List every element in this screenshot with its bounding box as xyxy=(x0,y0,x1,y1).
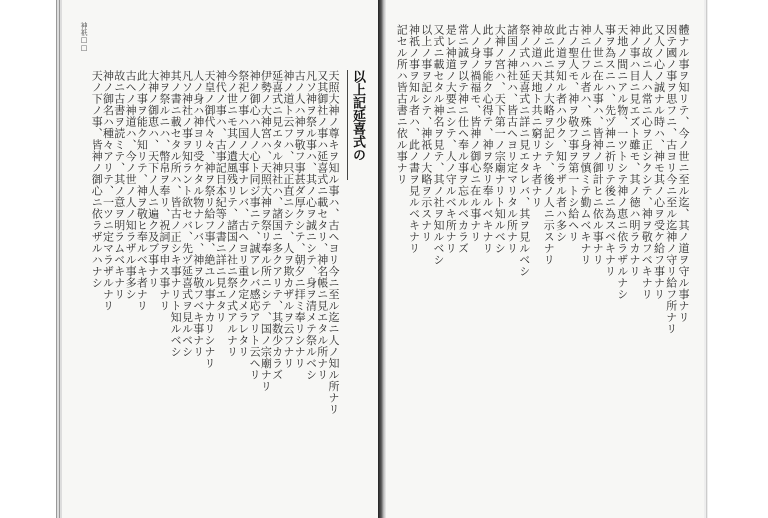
left_page-column: 神代ノ事ハ、古事記日本紀等ノ書ニ詳ニ見エタリ xyxy=(214,70,228,323)
left_page-column: 其ノ書ニ載セタル所ハ、皆古ノ正シキ事ナリト知ルベシ xyxy=(169,70,183,358)
left_page-column: 伊勢ノ大神宮ハ、天照大神ヲ祭リ奉ル所ニシテ、国ノ宗廟ナリ xyxy=(259,70,273,392)
left_page-column: 神ノ御心ハ人ノ心ト同ジ事ニテ、誠アレバ感応アリト云ヘリ xyxy=(248,70,262,381)
book-gutter xyxy=(378,0,386,518)
left_page-column: 此ノ事ヲ能ク知リテ、神ヲ敬ヒ奉ルベキ者ナリ xyxy=(135,70,149,312)
right_page-column: 記セル所ハ皆古書ニ依ル事ナリ xyxy=(395,24,409,185)
right_page-column: 神祇ノ事ヲ知ル者ハ、此ノ書ヲ見ルベキナリ xyxy=(407,24,421,254)
right_page-column: 神ノ道ハ天地ト共ニ窮リナキ者ナリ xyxy=(530,24,543,208)
left_page-column: 祭祀ノ事ハ国ノ大事ナレバ、古ヘヨリ重ク定メラレタリ xyxy=(236,70,250,358)
left_page-column: 凡ソ神社ノ事ヲ知ラント欲セバ、先ヅ延喜式ヲ見ルベシ xyxy=(180,70,194,358)
right_page-column: 神ニ仕フル者ハ、殊ニ身ヲ慎ミテ勤ムベキナリ xyxy=(579,24,592,266)
left_page-column: 延喜式ニ見エタル神社ハ、諸国ニ多クアリテ、其数少カラズ xyxy=(270,70,284,381)
section-heading: 以上記延喜式の xyxy=(347,70,367,180)
left_page-column: 天照大神ノ尊キヲ知ル事ハ、古ヘヨリ今ニ至ル迄ニ人ノ知ル所ナリ xyxy=(326,70,340,415)
right_page-column: 天地ノ間ニアル物、一ツトシテ神ノ恵ニ依ラザルナシ xyxy=(615,24,629,300)
left_page-column: 大神ノ御恵ハ、天下ノ人ニ遍ク及ブ事ナリ xyxy=(146,70,160,289)
right_page-column: 故ニ此ニ其ノ大略ヲ記シテ、後ノ人ニ示スナリ xyxy=(542,24,556,266)
left_page-column: 又其御社ノ事ハ延喜式ニ載セタリ、神名帳ニ見エタル所ナリ xyxy=(315,70,329,381)
right_page-column: 祭ノ式ハ延喜式ニ詳ニ見エタレバ、其ヲ見ルベシ xyxy=(517,24,531,277)
left_page-column: 凡ソ神ヲ祭ル事ハ、其ノ心ヲ誠ニシテ、身ヲ清メテ祭ルベシ xyxy=(304,70,318,381)
right_page-column: 又人ノ心ノ誠ナル時ハ、神モ其ノ心ヲ受ケ給フ事ナリ xyxy=(652,24,666,300)
left_page-column: 神ノ御名ハ種々アリテ、一ツニ定マラザルナリ xyxy=(101,70,115,312)
margin-note: 神祇□□ xyxy=(80,22,88,52)
left_page-column: 古ノ人ハ神ヲ敬フ事甚ダ厚クシテ、朝夕ニ拝ミ奉リシナリ xyxy=(293,70,307,369)
left_page-column: 天ノ下ノ事、皆神ノ御心ニ依ラザルハナシ xyxy=(90,70,104,289)
left_page-column: 神ノ道ト云フハ、只正直ニシテ、人ヲ欺カザルヲ云フナリ xyxy=(281,70,295,369)
left_page-column: 今ノ世ニモ其ノ遺風残リテ、諸国ノ社ニ祭ノ式アルナリ xyxy=(225,70,239,358)
right_page-column: 神ノ事ハ目ニ見エズト雖モ、其ノ徳ハ明ラカナリ xyxy=(628,24,641,277)
right_page-column: 諸国ノ神社ハ、皆古ヘヨリ定マリタル所ナリ xyxy=(505,24,519,254)
right_page-column: 又式ニ載セタル神名ヲ見テ、其ノ社ヲ知ルベシ xyxy=(432,24,445,266)
right_page-column: 事ヲ為スニハ、先ヅ神ニ祈リテ後ニ為スベキナリ xyxy=(603,24,617,277)
right_page-column: 是レ神道ノ大要ニシテ、人ノ守ルベキ所ナリ xyxy=(444,24,458,254)
right_page-column: 體ナル事ヲ知リテ、今ノ世ニ至ル迄、其ノ道ヲ守ル事ナリ xyxy=(677,24,690,323)
left_page-column: 神ヲ祭ルニハ、幣帛ヲ奉リ、祝詞ヲ申ス事ナリ xyxy=(157,70,171,312)
right_page-column: 此ノ事ヲ能ク心得テ、神ヲ祭リ奉ルベキナリ xyxy=(481,24,494,254)
right_page-column: 大神ノ宮ハ、天下第一ノ宗廟ナリト知ルベシ xyxy=(493,24,507,254)
left_page-column: 古ヘノ神道ハ、今ノ世ノ人ノ知ラザル事多シ xyxy=(124,70,138,300)
right_page-column: 人ノ世ニ在ル事ハ、皆神ノ御計ヒニ依ル事ナリ xyxy=(591,24,605,266)
left_page-column: 人ノ身ハ神ヨリ受ケタル物ナレバ、神ヲ敬フベキ事ナリ xyxy=(191,70,205,358)
right_page-column: 此ノ道ヲ知ル者ハ少ク、知ラザル者ハ多シ xyxy=(554,24,568,243)
right_page-column: 因テ國ノ事ヲ思フニ、古ヨリ今ニ至ル迄神ノ守リ給フ所ナリ xyxy=(664,24,678,335)
right_page-column: 人ノ身ノ禍福モ、皆神ノ御心ニ在ル事ナリ xyxy=(468,24,482,243)
left_page-column: 故ニ古書ヲ読ミテ、其ノ意ヲ明ラムベキナリ xyxy=(112,70,126,300)
right_page-column: 常ニ誠ヲ以テ神ニ仕ヘ奉ル事ヲ忘ルベカラズ xyxy=(456,24,470,254)
left_page-column: 天皇ノ御代々々、神ヲ祭リ給フ事、絶ユル事ナカリシナリ xyxy=(202,70,216,369)
right_page-column: 古ノ聖人モ、神ヲ敬フ事ヲ第一トシ給ヘリ xyxy=(566,24,580,243)
right_page-column: 此ノ故ニ人ハ常ニ心ヲ正シクシテ、神ヲ敬フベキナリ xyxy=(640,24,654,300)
right_page-column: 以上ノ事ヲ記シテ、神祇ノ大略ヲ示スナリ xyxy=(419,24,433,243)
